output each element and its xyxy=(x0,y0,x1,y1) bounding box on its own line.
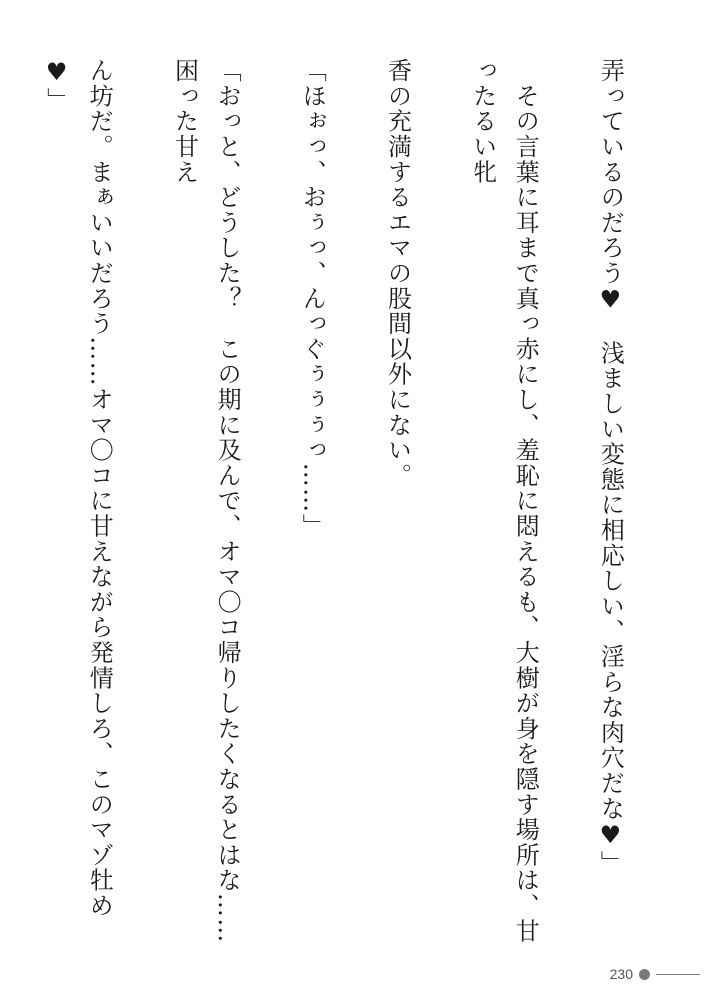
vertical-text-body xyxy=(24,58,674,958)
text-line: 弄っているのだろう♥ 浅ましい変態に相応しい、淫らな肉穴だな♥」 xyxy=(596,58,625,876)
page-footer xyxy=(610,966,700,982)
page-marker-dot-icon xyxy=(639,969,650,980)
text-line: 「おっと、どうした？ この期に及んで、オマ〇コ帰りしたくなるとはな……困った甘え xyxy=(170,58,242,944)
page-number: 230 xyxy=(609,966,633,982)
text-line: その言葉に耳まで真っ赤にし、羞恥に悶えるも、大樹が身を隠す場所は、甘ったるい牝 xyxy=(468,58,540,944)
text-line: ん坊だ。まぁいいだろう……オマ〇コに甘えながら発情しろ、このマゾ牡め♥」 xyxy=(42,58,114,919)
text-line: 「ほぉっ、おぅっ、んっぐぅぅぅっ……」 xyxy=(298,58,327,539)
page-marker-rule xyxy=(656,974,700,975)
text-line: 香の充満するエマの股間以外にない。 xyxy=(383,58,412,489)
